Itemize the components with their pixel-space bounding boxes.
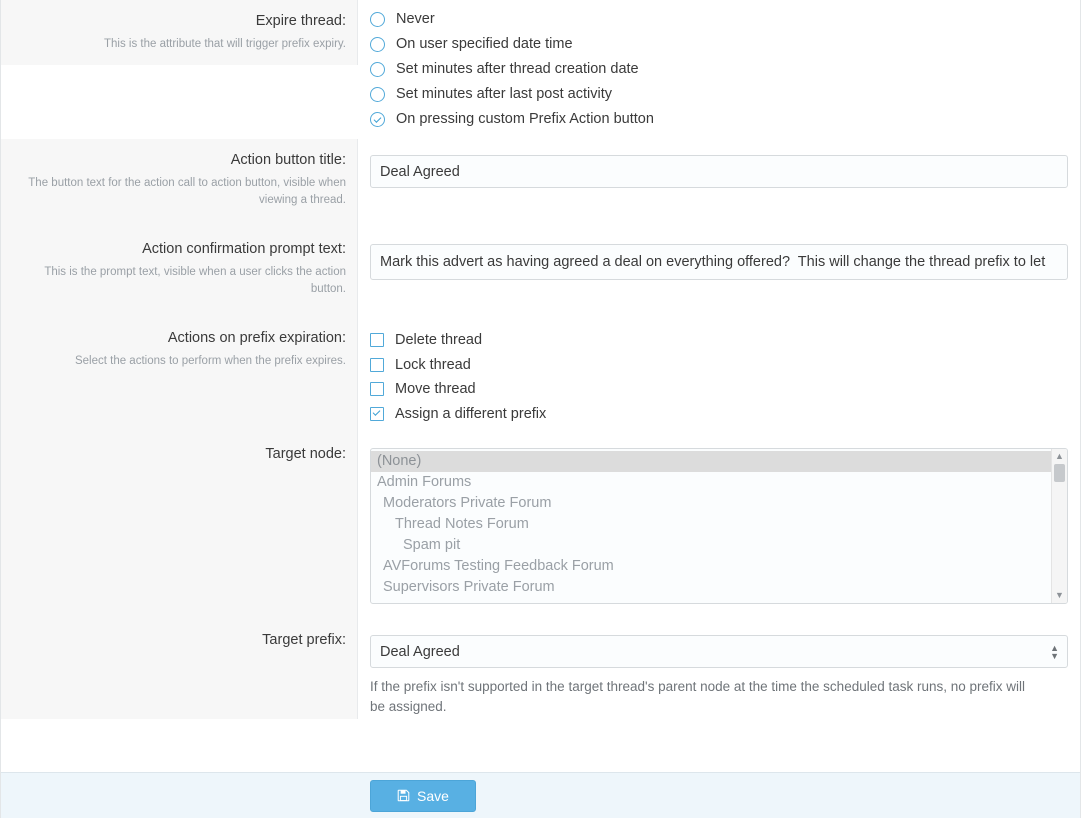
- row-action-confirmation: [1, 228, 1080, 317]
- target-node-label: Target node:: [265, 446, 346, 462]
- radio-checked-icon[interactable]: [370, 112, 385, 127]
- save-button[interactable]: [370, 780, 476, 812]
- checkbox-icon[interactable]: [370, 382, 384, 396]
- checkbox-option-lock-thread[interactable]: [370, 358, 1068, 373]
- target-prefix-label: Target prefix:: [262, 632, 346, 648]
- list-item[interactable]: Supervisors Private Forum: [383, 579, 555, 595]
- row-action-button-title: [1, 139, 1080, 228]
- radio-icon[interactable]: [370, 12, 385, 27]
- listbox-scrollbar[interactable]: [1051, 449, 1067, 603]
- action-button-title-hint: The button text for the action call to action button, visible when viewing a thread.: [28, 176, 346, 206]
- radio-option-minutes-after-creation[interactable]: [370, 62, 1068, 77]
- target-prefix-value: Deal Agreed: [380, 643, 460, 660]
- expire-thread-hint: This is the attribute that will trigger prefix expiry.: [103, 37, 346, 50]
- list-item[interactable]: Admin Forums: [377, 474, 472, 490]
- actions-on-expiration-hint: Select the actions to perform when the prefix expires.: [74, 354, 346, 367]
- label-actions-on-expiration: [1, 317, 358, 433]
- field-action-confirmation: [358, 228, 1080, 292]
- checkbox-icon[interactable]: [370, 358, 384, 372]
- radio-option-minutes-after-last-post[interactable]: [370, 87, 1068, 102]
- action-button-title-input[interactable]: [370, 155, 1068, 188]
- checkbox-icon[interactable]: [370, 333, 384, 347]
- list-item[interactable]: Spam pit: [403, 537, 461, 553]
- scroll-up-icon[interactable]: ▲: [1055, 451, 1064, 461]
- target-prefix-select[interactable]: [370, 635, 1068, 668]
- list-item[interactable]: AVForums Testing Feedback Forum: [383, 558, 614, 574]
- checkbox-option-assign-different-prefix[interactable]: [370, 407, 1068, 422]
- form-rows: [1, 0, 1080, 728]
- row-expire-thread: [1, 0, 1080, 139]
- checkbox-label: Assign a different prefix: [395, 405, 547, 422]
- radio-option-never[interactable]: [370, 12, 1068, 27]
- chevron-updown-icon[interactable]: ▲ ▼: [1050, 642, 1059, 661]
- label-action-confirmation: [1, 228, 358, 317]
- radio-label: On user specified date time: [396, 36, 573, 53]
- label-target-prefix: [1, 619, 358, 719]
- footer-actions: [370, 780, 476, 812]
- radio-label: On pressing custom Prefix Action button: [396, 111, 654, 128]
- list-item[interactable]: (None): [371, 451, 1052, 472]
- checkbox-checked-icon[interactable]: [370, 407, 384, 421]
- action-button-title-label: Action button title:: [230, 152, 346, 168]
- checkbox-label: Move thread: [395, 381, 476, 397]
- action-confirmation-hint: This is the prompt text, visible when a user clicks the action button.: [44, 265, 346, 295]
- action-confirmation-input[interactable]: [370, 244, 1068, 280]
- radio-label: Never: [396, 11, 435, 28]
- action-confirmation-label: Action confirmation prompt text:: [142, 241, 346, 257]
- checkbox-label: Lock thread: [395, 356, 471, 373]
- row-actions-on-expiration: [1, 317, 1080, 433]
- label-target-node: [1, 433, 358, 619]
- row-target-node: [1, 433, 1080, 619]
- field-target-prefix: [358, 619, 1080, 728]
- form-footer: [1, 772, 1080, 818]
- actions-on-expiration-label: Actions on prefix expiration:: [167, 330, 346, 346]
- row-target-prefix: [1, 619, 1080, 728]
- scrollbar-thumb[interactable]: [1054, 464, 1065, 482]
- radio-icon[interactable]: [370, 37, 385, 52]
- field-actions-on-expiration: [358, 317, 1080, 433]
- radio-icon[interactable]: [370, 62, 385, 77]
- checkbox-option-delete-thread[interactable]: [370, 333, 1068, 348]
- target-node-listbox[interactable]: [370, 448, 1068, 604]
- target-prefix-explanation: If the prefix isn't supported in the target thread's parent node at the time the scheduled task runs, no prefix will be assigned.: [370, 679, 1026, 714]
- save-icon: [397, 789, 410, 802]
- scroll-down-icon[interactable]: ▼: [1055, 590, 1064, 600]
- radio-label: Set minutes after last post activity: [396, 86, 612, 103]
- radio-label: Set minutes after thread creation date: [396, 61, 639, 78]
- checkbox-label: Delete thread: [395, 332, 483, 348]
- target-node-options: [371, 449, 1052, 603]
- checkbox-option-move-thread[interactable]: [370, 382, 1068, 397]
- radio-option-prefix-action-button[interactable]: [370, 112, 1068, 127]
- field-expire-thread: [358, 0, 1080, 139]
- field-action-button-title: [358, 139, 1080, 200]
- radio-option-user-specified-date[interactable]: [370, 37, 1068, 52]
- label-expire-thread: [1, 0, 358, 65]
- label-action-button-title: [1, 139, 358, 228]
- field-target-node: [358, 433, 1080, 616]
- expire-thread-label: Expire thread:: [255, 13, 346, 29]
- save-button-label: Save: [417, 787, 449, 804]
- radio-icon[interactable]: [370, 87, 385, 102]
- list-item[interactable]: Thread Notes Forum: [395, 516, 529, 532]
- list-item[interactable]: Moderators Private Forum: [383, 495, 552, 511]
